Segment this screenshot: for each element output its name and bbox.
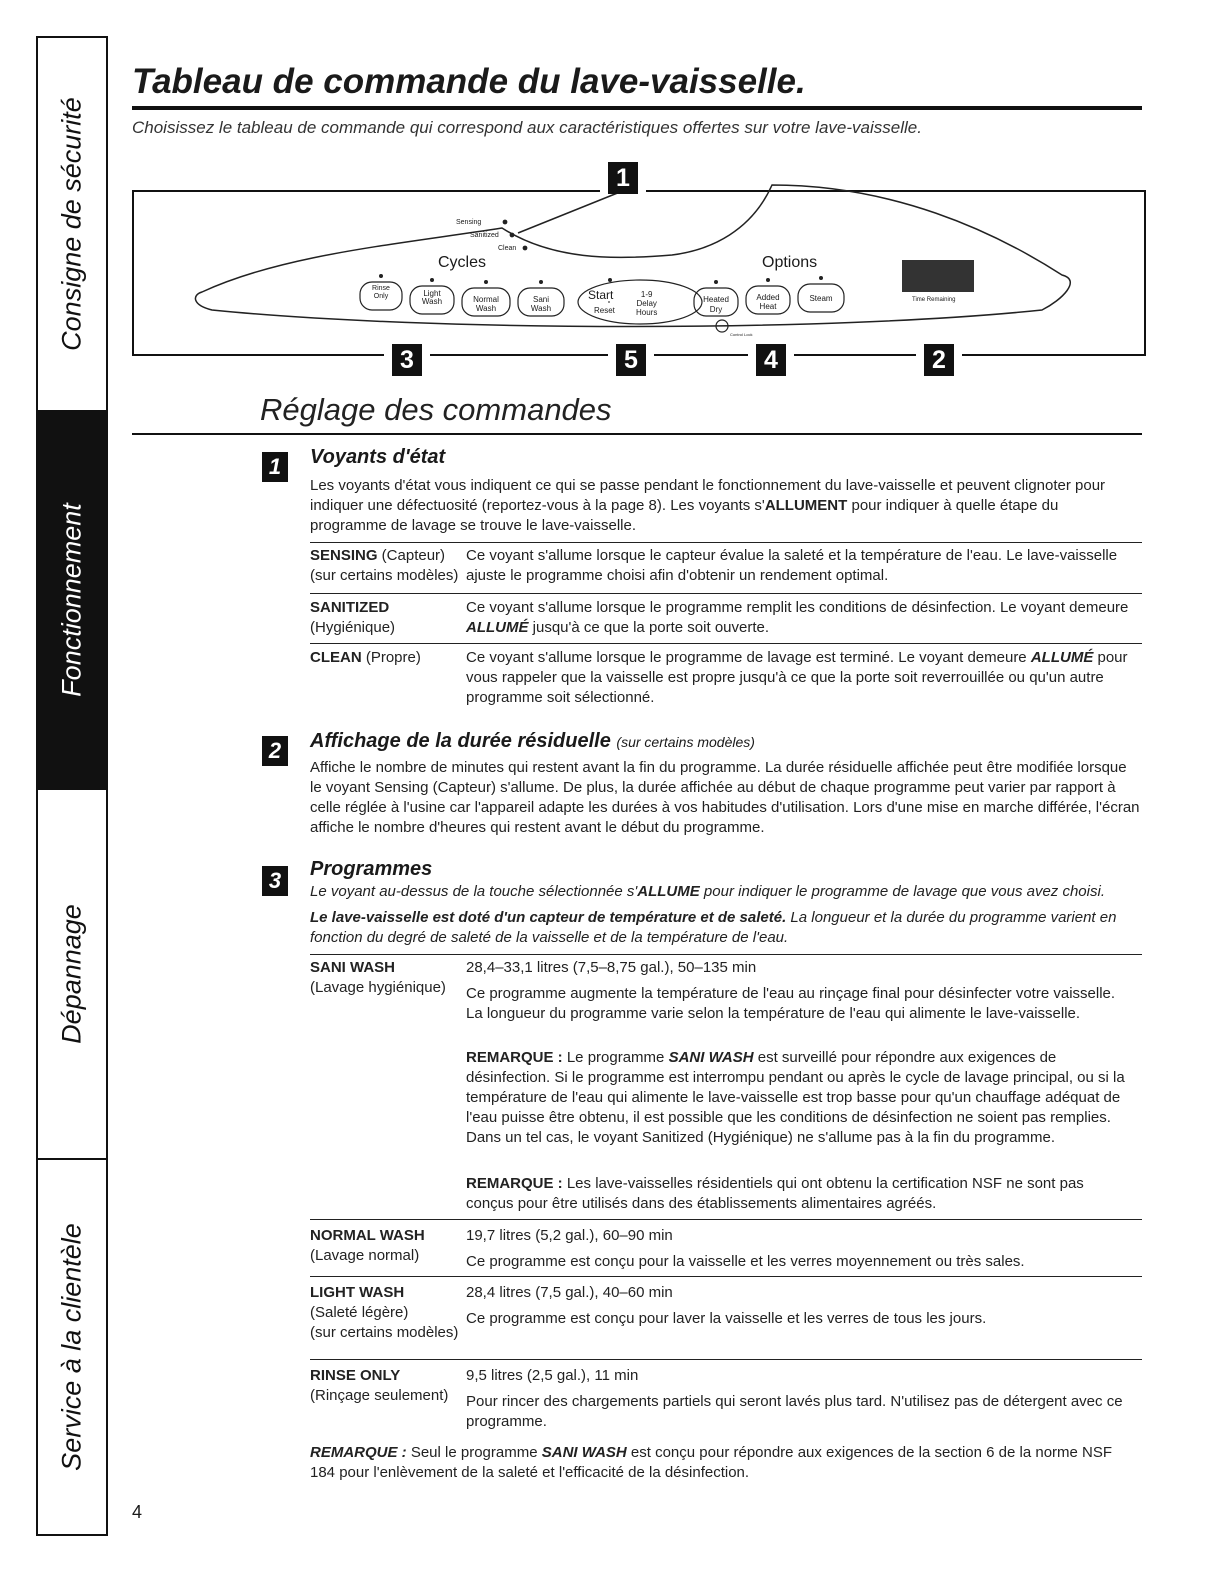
note-label: REMARQUE : [310, 1444, 407, 1461]
status-light-clean: Clean [498, 245, 517, 252]
status-light-sanitized: Sanitized [470, 232, 499, 239]
tab-label: Consigne de sécurité [56, 97, 87, 351]
section-2-title [310, 730, 755, 753]
section-2-body: Affiche le nombre de minutes qui restent avant la fin du programme. La durée résiduelle affichée peut être modifiée lorsque le voyant Sensing (Capteur) s'allume. De plus, la durée affichée au début de chaque programme peut varier par rapport à celle réglée à l'usine car l'appareil adapte les durées à vos habitudes d'utilisation. Lors d'une mise en marche différée, l'écran affiche le nombre d'heures qui restent avant le début du programme. [310, 759, 1140, 836]
section-3-line1 [310, 882, 1144, 902]
time-remaining-label: Time Remaining [912, 297, 956, 303]
options-label: Options [762, 254, 818, 271]
tab-depannage[interactable] [36, 788, 108, 1158]
page-title: Tableau de commande du lave-vaisselle. [132, 62, 806, 101]
divider [310, 954, 1142, 955]
def-text: jusqu'à ce que la porte soit ouverte. [528, 619, 770, 636]
term-bold: SENSING [310, 547, 378, 564]
sani-wash-line2: Wash [530, 304, 552, 313]
rinse-only-line1: Rinse [372, 285, 390, 292]
term-bold: NORMAL WASH [310, 1227, 425, 1244]
term-bold: SANI WASH [310, 959, 396, 976]
note-text: est surveillé pour répondre aux exigences de désinfection. Si le programme est interrompu pendant ou après le cycle de lavage principal, ou si la température de l'eau qui alimente le lave-vaisselle est trop basse pour qu'un chauffage adéquat de l'eau puisse être obtenu, il est possible que les conditions de désinfection ne soient pas remplies. Dans un tel cas, le voyant Sanitized (Hygiénique) ne s'allume pas à la fin du programme. [466, 1049, 1125, 1146]
normal-wash-line1: Normal [473, 295, 499, 304]
callout-3: 3 [392, 344, 422, 376]
term-note: (Hygiénique) [310, 619, 396, 636]
callout-4: 4 [756, 344, 786, 376]
callout-2: 2 [924, 344, 954, 376]
light-wash-button[interactable] [410, 290, 454, 306]
term-rest: (Propre) [361, 649, 421, 666]
intro-bold: ALLUMENT [764, 497, 848, 514]
divider [310, 593, 1142, 594]
def-bold: ALLUMÉ [466, 619, 529, 636]
divider [310, 542, 1142, 543]
steam-line1: Steam [809, 294, 833, 303]
normal-wash-button[interactable] [462, 295, 510, 313]
callout-5: 5 [616, 344, 646, 376]
line-text: pour indiquer le programme de lavage que vous avez choisi. [699, 883, 1105, 900]
def-text: pour vous rappeler que la vaisselle est propre jusqu'à ce que la porte soit reverrouillée ou qu'un autre programme soit sélectionné. [466, 649, 1128, 706]
def-clean [466, 648, 1142, 708]
section-3-badge: 3 [262, 866, 288, 896]
light-wash-line1: Light [423, 289, 441, 298]
light-wash-spec: 28,4 litres (7,5 gal.), 40–60 min [466, 1284, 673, 1301]
heated-dry-button[interactable] [694, 295, 738, 315]
tab-consigne-securite[interactable] [36, 36, 108, 410]
tab-label: Fonctionnement [56, 503, 87, 697]
divider [310, 1219, 1142, 1220]
rinse-only-desc: Pour rincer des chargements partiels qui seront lavés plus tard. N'utilisez pas de détergent avec ce programme. [466, 1393, 1123, 1430]
rinse-only-spec: 9,5 litres (2,5 gal.), 11 min [466, 1367, 639, 1384]
control-lock-label: Control Lock [730, 332, 753, 337]
section-3-line2 [310, 908, 1144, 948]
normal-wash-spec: 19,7 litres (5,2 gal.), 60–90 min [466, 1227, 673, 1244]
divider [310, 1276, 1142, 1277]
title-text: Affichage de la durée résiduelle [310, 730, 611, 752]
start-button[interactable]: Start [588, 288, 614, 302]
divider [310, 643, 1142, 644]
delay-line3: Hours [636, 308, 658, 317]
delay-hours-button[interactable] [636, 290, 657, 317]
sani-wash-button[interactable] [518, 295, 564, 313]
term-sensing [310, 546, 470, 586]
section-3-title: Programmes [310, 858, 433, 880]
term-bold: SANITIZED [310, 599, 390, 616]
tab-label: Service à la clientèle [56, 1223, 87, 1471]
line-bold: Le lave-vaisselle est doté d'un capteur de température et de saleté. [310, 909, 787, 926]
note-text: Seul le programme [406, 1444, 542, 1461]
def-text: Ce voyant s'allume lorsque le programme de lavage est terminé. Le voyant demeure [466, 649, 1031, 666]
def-sanitized [466, 598, 1142, 638]
delay-line2: Delay [636, 299, 657, 308]
term-rest: (Capteur) [377, 547, 446, 564]
light-wash-desc: Ce programme est conçu pour laver la vaisselle et les verres de tous les jours. [466, 1310, 987, 1327]
light-wash-line2: Wash [421, 297, 443, 306]
section-2-badge: 2 [262, 736, 288, 766]
section-divider [132, 433, 1142, 435]
title-note: (sur certains modèles) [616, 734, 755, 750]
tab-label: Dépannage [56, 904, 87, 1044]
steam-button[interactable] [798, 294, 844, 303]
note-text: Les lave-vaisselles résidentiels qui ont obtenu la certification NSF ne sont pas conçus pour être utilisés dans des établissements alimentaires agréés. [466, 1175, 1084, 1212]
cycles-label: Cycles [438, 254, 487, 271]
term-note: (Lavage normal) [310, 1247, 420, 1264]
term-note: (sur certains modèles) [310, 567, 459, 584]
term-note: (Saleté légère) [310, 1304, 409, 1321]
sani-wash-spec: 28,4–33,1 litres (7,5–8,75 gal.), 50–135 min [466, 959, 757, 976]
note-label: REMARQUE : [466, 1049, 563, 1066]
term-sani-wash [310, 958, 470, 998]
note-label: REMARQUE : [466, 1175, 563, 1192]
normal-wash-desc: Ce programme est conçu pour la vaisselle et les verres moyennement ou très sales. [466, 1253, 1025, 1270]
sani-wash-note-1 [466, 1048, 1142, 1148]
tab-service-clientele[interactable] [36, 1158, 108, 1536]
normal-wash-line2: Wash [475, 304, 497, 313]
term-note: (Rinçage seulement) [310, 1387, 449, 1404]
note-text: est conçu pour répondre aux exigences de la section 6 de la norme NSF 184 pour l'enlèvement de la saleté et l'efficacité de la désinfection. [310, 1444, 1113, 1481]
section-heading: Réglage des commandes [260, 392, 612, 427]
added-heat-line2: Heat [759, 302, 777, 311]
section-1-title: Voyants d'état [310, 446, 446, 468]
final-note [310, 1443, 1140, 1483]
added-heat-button[interactable] [746, 293, 790, 311]
term-bold: LIGHT WASH [310, 1284, 405, 1301]
line-bold: ALLUME [637, 883, 700, 900]
heated-dry-line1: Heated [703, 295, 729, 304]
def-sensing: Ce voyant s'allume lorsque le capteur évalue la saleté et la température de l'eau. Le lave-vaisselle ajuste le programme choisi afin d'obtenir un rendement optimal. [466, 547, 1118, 584]
heated-dry-line2: Dry [709, 305, 723, 314]
sani-wash-note-2 [466, 1174, 1126, 1214]
note-text: Le programme [562, 1049, 669, 1066]
sani-wash-desc: Ce programme augmente la température de l'eau au rinçage final pour désinfecter votre vaisselle. La longueur du programme varie selon la température de l'eau qui alimente le lave-vaisselle. [466, 985, 1116, 1022]
note-bold: SANI WASH [668, 1049, 754, 1066]
section-1-badge: 1 [262, 452, 288, 482]
divider [310, 1359, 1142, 1360]
sidebar-tabs [36, 36, 106, 1536]
reset-label: Reset [594, 306, 615, 315]
term-light-wash [310, 1283, 470, 1343]
tab-fonctionnement[interactable] [36, 410, 108, 788]
intro-text: Les voyants d'état vous indiquent ce qui se passe pendant le fonctionnement du lave-vaisselle et peuvent clignoter pour indiquer une défectuosité (reportez-vous à la page 8). Les voyants s' [310, 477, 1106, 514]
rinse-only-button[interactable] [360, 285, 402, 301]
intro-text: pour indiquer à quelle étape du programme de lavage se trouve le lave-vaisselle. [310, 497, 1059, 534]
line-text: La longueur et la durée du programme varient en fonction du degré de saleté de la vaisselle et de la température de l'eau. [310, 909, 1117, 946]
callout-1: 1 [608, 162, 638, 194]
def-bold: ALLUMÉ [1030, 649, 1094, 666]
term-note: (sur certains modèles) [310, 1324, 459, 1341]
term-sanitized [310, 598, 470, 638]
sani-wash-line1: Sani [532, 295, 549, 304]
title-divider [132, 106, 1142, 110]
status-light-sensing: Sensing [456, 219, 482, 226]
def-text: Ce voyant s'allume lorsque le programme remplit les conditions de désinfection. Le voyant demeure [466, 599, 1129, 616]
page-number: 4 [132, 1502, 143, 1522]
term-bold: RINSE ONLY [310, 1367, 401, 1384]
line-text: Le voyant au-dessus de la touche sélectionnée s' [310, 883, 638, 900]
rinse-only-line2: Only [373, 293, 389, 300]
section-1-intro [310, 476, 1138, 536]
page-subtitle: Choisissez le tableau de commande qui correspond aux caractéristiques offertes sur votre lave-vaisselle. [132, 118, 922, 137]
term-clean [310, 648, 470, 668]
delay-line1: 1-9 [640, 290, 653, 299]
term-bold: CLEAN [310, 649, 362, 666]
term-note: (Lavage hygiénique) [310, 979, 446, 996]
term-rinse-only [310, 1366, 470, 1406]
note-bold: SANI WASH [541, 1444, 627, 1461]
added-heat-line1: Added [756, 293, 780, 302]
term-normal-wash [310, 1226, 470, 1266]
